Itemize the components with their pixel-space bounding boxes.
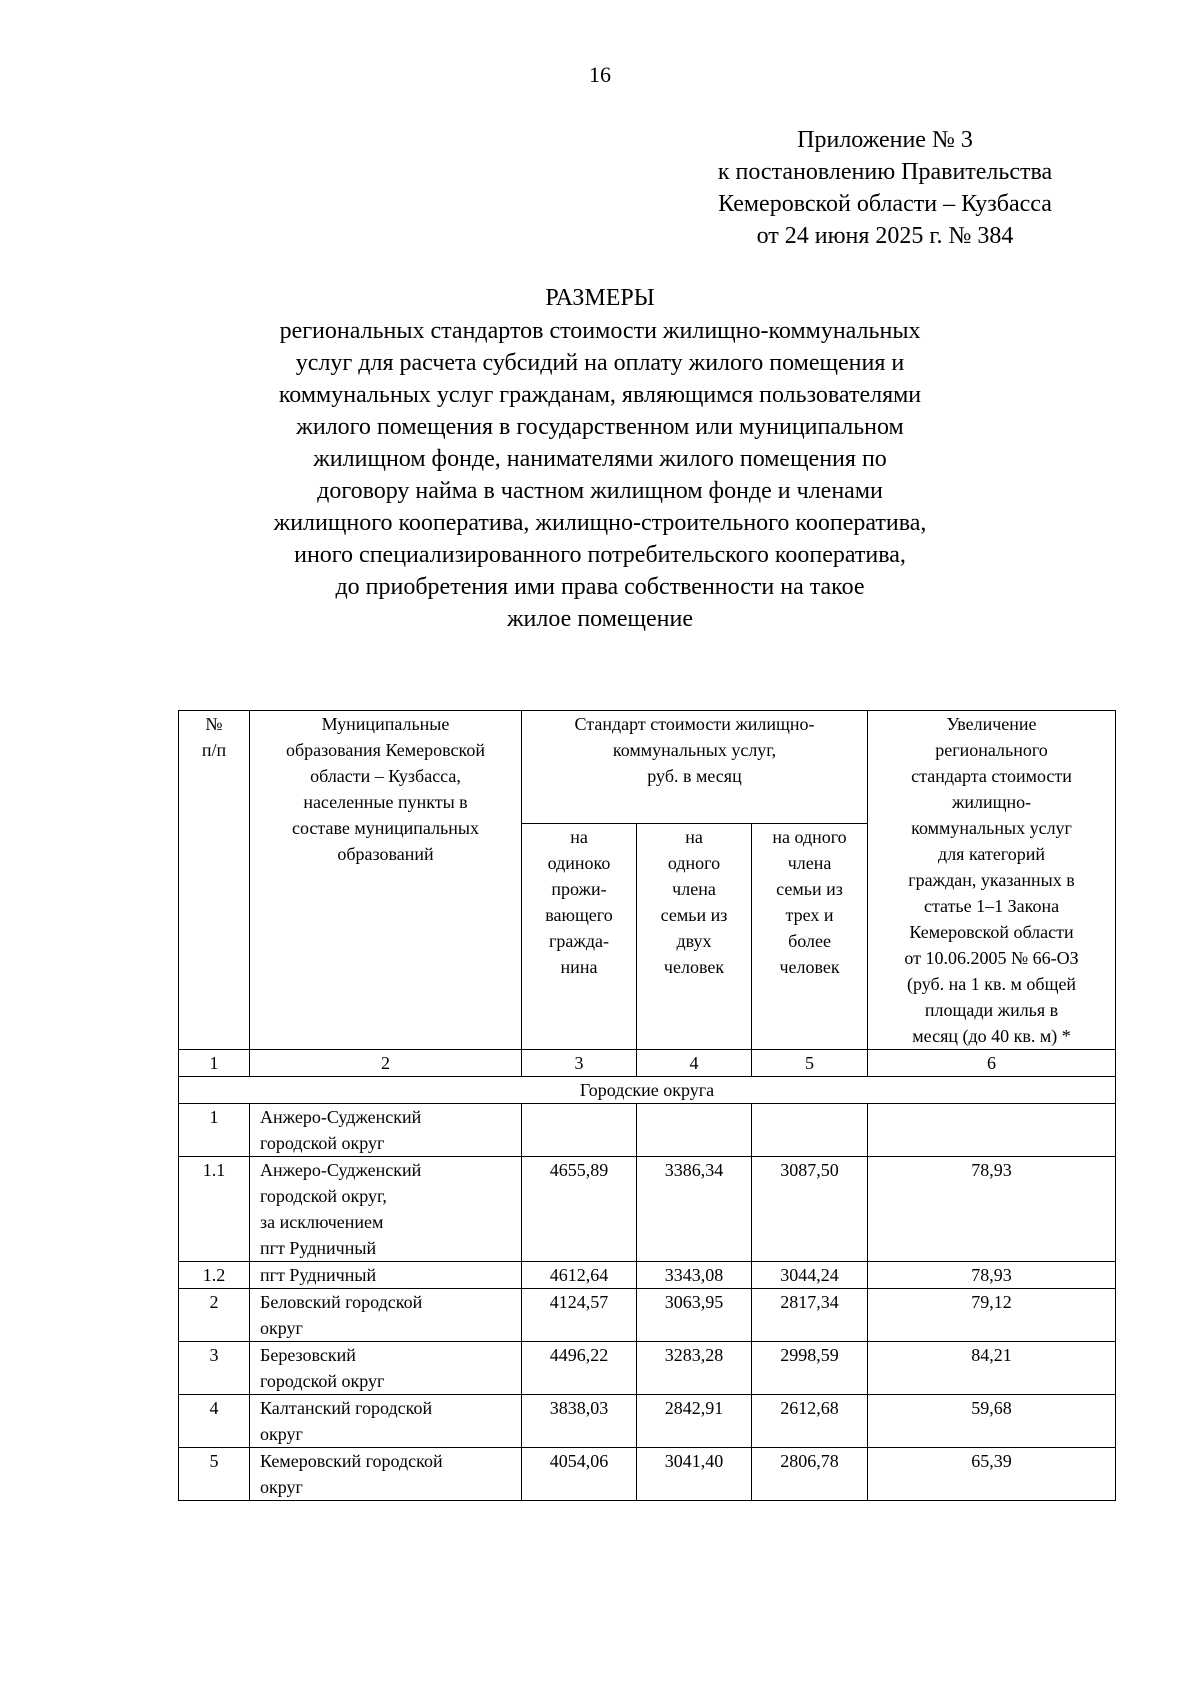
header-three — [752, 824, 868, 1050]
document-title: РАЗМЕРЫ — [545, 285, 655, 311]
cell-three: 3087,50 — [752, 1157, 868, 1262]
name-line: Калтанский городской — [260, 1398, 433, 1418]
header-line: месяц (до 40 кв. м) * — [912, 1026, 1071, 1046]
cell-num: 1.2 — [179, 1262, 250, 1289]
header-line: на — [570, 827, 588, 848]
header-line: граждан, указанных в — [908, 870, 1075, 890]
header-line: на одного — [772, 827, 847, 848]
header-line: семьи из — [776, 879, 843, 900]
standards-table — [178, 710, 1116, 1501]
header-line: п/п — [201, 740, 227, 760]
cell-increase: 79,12 — [868, 1289, 1116, 1342]
cell-name — [250, 1289, 522, 1342]
header-line: семьи из — [660, 905, 728, 926]
column-index-row — [179, 1050, 1116, 1077]
cell-num: 2 — [179, 1289, 250, 1342]
header-line: двух — [676, 931, 712, 952]
cell-increase: 84,21 — [868, 1342, 1116, 1395]
header-line: одиноко — [547, 853, 611, 874]
header-line: жилищно- — [951, 792, 1032, 812]
name-line: округ — [260, 1424, 303, 1444]
header-line: стандарта стоимости — [911, 766, 1072, 786]
name-line: городской округ, — [260, 1186, 387, 1206]
cell-single: 4612,64 — [522, 1262, 637, 1289]
name-line: городской округ — [260, 1133, 385, 1153]
column-index: 4 — [637, 1050, 752, 1077]
header-line: на — [685, 827, 703, 848]
table-row — [179, 1157, 1116, 1262]
header-line: коммунальных услуг, — [612, 740, 777, 760]
header-line: Муниципальные — [321, 714, 450, 734]
header-line: гражда- — [549, 931, 609, 952]
cell-name — [250, 1395, 522, 1448]
header-line: человек — [779, 957, 840, 978]
header-line: статье 1–1 Закона — [923, 896, 1060, 916]
cell-name — [250, 1448, 522, 1501]
cell-num: 4 — [179, 1395, 250, 1448]
subtitle-line: коммунальных услуг гражданам, являющимся пользователями — [278, 382, 922, 408]
cell-three: 2998,59 — [752, 1342, 868, 1395]
column-index: 3 — [522, 1050, 637, 1077]
subtitle-line: услуг для расчета субсидий на оплату жилого помещения и — [295, 350, 905, 376]
column-index: 6 — [868, 1050, 1116, 1077]
cell-single: 3838,03 — [522, 1395, 637, 1448]
table-row — [179, 1104, 1116, 1157]
header-line: № — [205, 714, 223, 734]
table-row — [179, 1342, 1116, 1395]
cell-three: 2806,78 — [752, 1448, 868, 1501]
name-line: Березовский — [260, 1345, 356, 1365]
name-line: округ — [260, 1318, 303, 1338]
header-num — [179, 711, 250, 1050]
cell-three — [752, 1104, 868, 1157]
subtitle-line: жилое помещение — [506, 606, 694, 632]
header-single — [522, 824, 637, 1050]
cell-two: 3386,34 — [637, 1157, 752, 1262]
header-line: человек — [663, 957, 725, 978]
cell-name — [250, 1342, 522, 1395]
cell-single: 4124,57 — [522, 1289, 637, 1342]
column-index: 5 — [752, 1050, 868, 1077]
section-row — [179, 1077, 1116, 1104]
table-row — [179, 1448, 1116, 1501]
cell-three: 3044,24 — [752, 1262, 868, 1289]
subtitle-line: жилого помещения в государственном или муниципальном — [296, 414, 904, 440]
header-line: Увеличение — [946, 714, 1037, 734]
cell-increase — [868, 1104, 1116, 1157]
header-municipality — [250, 711, 522, 1050]
header-line: Стандарт стоимости жилищно- — [574, 714, 815, 734]
header-line: от 10.06.2005 № 66-ОЗ — [904, 948, 1079, 968]
cell-increase: 59,68 — [868, 1395, 1116, 1448]
header-line: прожи- — [551, 879, 607, 900]
name-line: пгт Рудничный — [260, 1238, 377, 1258]
cell-single: 4496,22 — [522, 1342, 637, 1395]
cell-increase: 78,93 — [868, 1262, 1116, 1289]
header-line: трех и — [785, 905, 834, 926]
header-line: более — [788, 931, 831, 952]
subtitle-line: договору найма в частном жилищном фонде и членами — [317, 478, 883, 504]
header-line: образований — [337, 844, 434, 864]
cell-two: 3041,40 — [637, 1448, 752, 1501]
name-line: округ — [260, 1477, 303, 1497]
header-line: вающего — [545, 905, 613, 926]
cell-increase: 65,39 — [868, 1448, 1116, 1501]
annex-line: к постановлению Правительства — [717, 159, 1053, 185]
header-standard — [522, 711, 868, 824]
cell-single: 4655,89 — [522, 1157, 637, 1262]
header-line: для категорий — [938, 844, 1046, 864]
header-line: коммунальных услуг — [911, 818, 1072, 838]
name-line: Беловский городской — [260, 1292, 423, 1312]
header-line: населенные пункты в — [303, 792, 468, 812]
document-subtitle — [180, 315, 1020, 635]
name-line: Кемеровский городской — [260, 1451, 443, 1471]
cell-single — [522, 1104, 637, 1157]
cell-two: 2842,91 — [637, 1395, 752, 1448]
name-line: пгт Рудничный — [260, 1265, 377, 1285]
name-line: за исключением — [260, 1212, 384, 1232]
header-line: нина — [560, 957, 598, 978]
cell-increase: 78,93 — [868, 1157, 1116, 1262]
header-line: Кемеровской области — [909, 922, 1074, 942]
header-line: площади жилья в — [924, 1000, 1059, 1020]
cell-name — [250, 1262, 522, 1289]
section-title: Городские округа — [179, 1077, 1116, 1104]
cell-two: 3343,08 — [637, 1262, 752, 1289]
header-line: члена — [672, 879, 716, 900]
name-line: городской округ — [260, 1371, 385, 1391]
cell-num: 1 — [179, 1104, 250, 1157]
subtitle-line: жилищном фонде, нанимателями жилого помещения по — [313, 446, 887, 472]
subtitle-line: иного специализированного потребительского кооператива, — [294, 542, 906, 568]
header-line: регионального — [935, 740, 1048, 760]
header-line: образования Кемеровской — [286, 740, 485, 760]
header-two — [637, 824, 752, 1050]
header-line: области – Кузбасса, — [310, 766, 461, 786]
subtitle-line: жилищного кооператива, жилищно-строительного кооператива, — [273, 510, 927, 536]
cell-name — [250, 1104, 522, 1157]
table-row — [179, 1289, 1116, 1342]
cell-two: 3063,95 — [637, 1289, 752, 1342]
header-increase — [868, 711, 1116, 1050]
annex-line: от 24 июня 2025 г. № 384 — [756, 223, 1014, 249]
header-line: члена — [787, 853, 832, 874]
name-line: Анжеро-Судженский — [260, 1160, 422, 1180]
cell-three: 2817,34 — [752, 1289, 868, 1342]
header-line: составе муниципальных — [291, 818, 479, 838]
table-row — [179, 1262, 1116, 1289]
cell-single: 4054,06 — [522, 1448, 637, 1501]
annex-line: Кемеровской области – Кузбасса — [718, 191, 1052, 217]
annex-block — [660, 124, 1110, 252]
subtitle-line: региональных стандартов стоимости жилищно-коммунальных — [279, 318, 921, 344]
cell-two — [637, 1104, 752, 1157]
cell-two: 3283,28 — [637, 1342, 752, 1395]
column-index: 2 — [250, 1050, 522, 1077]
subtitle-line: до приобретения ими права собственности на такое — [335, 574, 865, 600]
column-index: 1 — [179, 1050, 250, 1077]
cell-num: 1.1 — [179, 1157, 250, 1262]
header-line: одного — [667, 853, 721, 874]
name-line: Анжеро-Судженский — [260, 1107, 422, 1127]
page-number: 16 — [589, 62, 611, 87]
table-row — [179, 1395, 1116, 1448]
header-line: руб. в месяц — [647, 766, 742, 786]
annex-line: Приложение № 3 — [797, 127, 973, 153]
cell-three: 2612,68 — [752, 1395, 868, 1448]
header-line: (руб. на 1 кв. м общей — [906, 974, 1077, 994]
cell-num: 3 — [179, 1342, 250, 1395]
cell-name — [250, 1157, 522, 1262]
cell-num: 5 — [179, 1448, 250, 1501]
